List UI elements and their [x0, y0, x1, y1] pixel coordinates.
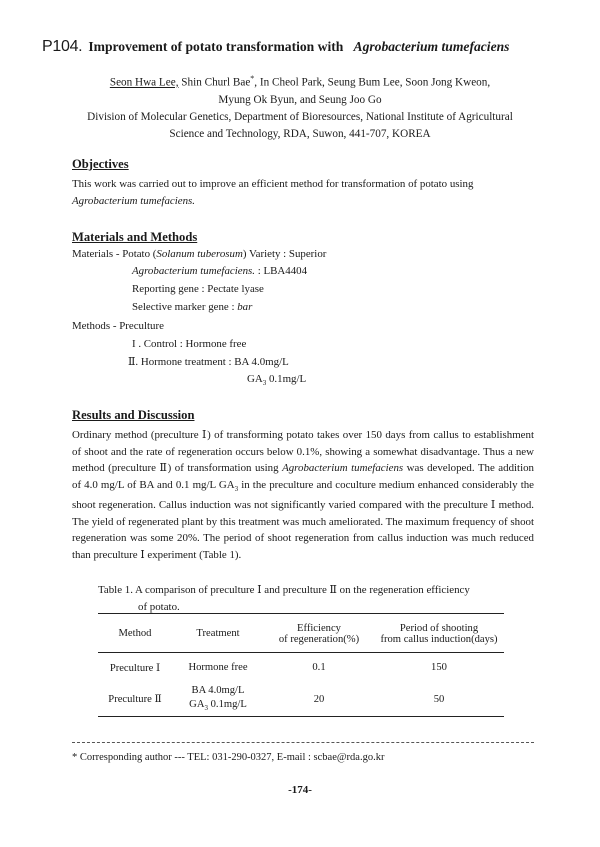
header-efficiency-unit: of regeneration(%): [264, 634, 374, 653]
footnote-divider: [72, 742, 534, 743]
author-list: Shin Churl Bae: [178, 76, 251, 89]
header-period-unit: from callus induction(days): [374, 634, 504, 653]
materials-agrobacterium: Agrobacterium tumefaciens. : LBA4404: [132, 265, 308, 277]
author-list-cont: , In Cheol Park, Seung Bum Lee, Soon Jong Kweon,: [254, 76, 491, 89]
paper-title: [42, 38, 582, 56]
materials-potato: Materials - Potato (Solanum tuberosum) Variety : Superior: [72, 248, 327, 260]
methods-control: I . Control : Hormone free: [132, 338, 247, 350]
header-method: Method: [98, 614, 172, 653]
header-treatment: Treatment: [172, 614, 264, 653]
paper-id: P104.: [42, 38, 83, 55]
first-author: Seon Hwa Lee,: [109, 76, 179, 89]
objectives-heading: Objectives: [72, 157, 129, 171]
table-caption: Table 1. A comparison of preculture Ⅰ and preculture Ⅱ on the regeneration efficiency of potato.: [98, 584, 470, 613]
corresponding-mark: *: [250, 74, 255, 83]
methods-hormone: Ⅱ. Hormone treatment : BA 4.0mg/L: [128, 356, 289, 368]
table-row: Preculture Ⅱ BA 4.0mg/L $GA_3$ 0.1mg/L 20 50: [98, 683, 504, 717]
table-row: Preculture Ⅰ Hormone free 0.1 150: [109, 662, 447, 674]
results-text: Ordinary method (preculture Ⅰ) of transforming potato takes over 150 days from callus to establishment of shoot and the rate of regeneration occurs below 0.1%, showing a somewhat disadvantage. Thus a new method (preculture Ⅱ) of transformation using Agrobacterium tumefaciens was developed. The addition of 4.0 mg/L of BA and 0.1 mg/L $GA_3$ in the preculture and coculture medium enhanced considerably the shoot regeneration. Callus induction was not significantly varied compared with the preculture Ⅰ method. The yield of regenerated plant by this treatment was much ameliorated. The maximum frequency of shoot regeneration was some 20%. The period of shoot regeneration from callus induction was much reduced than preculture Ⅰ experiment (Table 1).: [72, 429, 535, 561]
footnote: * Corresponding author --- TEL: 031-290-0327, E-mail : scbae@rda.go.kr: [72, 752, 385, 763]
table-header-row: [98, 614, 504, 635]
header-period: Period of shooting: [374, 614, 504, 635]
results-heading: Results and Discussion: [72, 408, 195, 422]
header-efficiency: Efficiency: [264, 614, 374, 635]
methods-preculture: Methods - Preculture: [72, 320, 164, 332]
materials-heading: Materials and Methods: [72, 230, 198, 244]
materials-reporting-gene: Reporting gene : Pectate lyase: [132, 283, 264, 295]
objectives-text: This work was carried out to improve an efficient method for transformation of potato using Agrobacterium tumefaciens.: [72, 178, 474, 207]
results-table: [98, 613, 504, 717]
page-number: -174-: [288, 784, 312, 796]
materials-marker-gene: Selective marker gene : bar: [132, 301, 253, 313]
title-text: Improvement of potato transformation with: [88, 39, 344, 54]
author-list-line2: Myung Ok Byun, and Seung Joo Go: [218, 93, 382, 106]
affiliation-line2: Science and Technology, RDA, Suwon, 441-707, KOREA: [169, 127, 431, 140]
methods-ga3: $GA_3$ 0.1mg/L: [247, 373, 307, 388]
title-organism: Agrobacterium tumefaciens: [353, 39, 510, 54]
affiliation-line1: Division of Molecular Genetics, Department of Bioresources, National Institute of Agricultural: [87, 110, 513, 123]
author-block: [0, 70, 600, 143]
